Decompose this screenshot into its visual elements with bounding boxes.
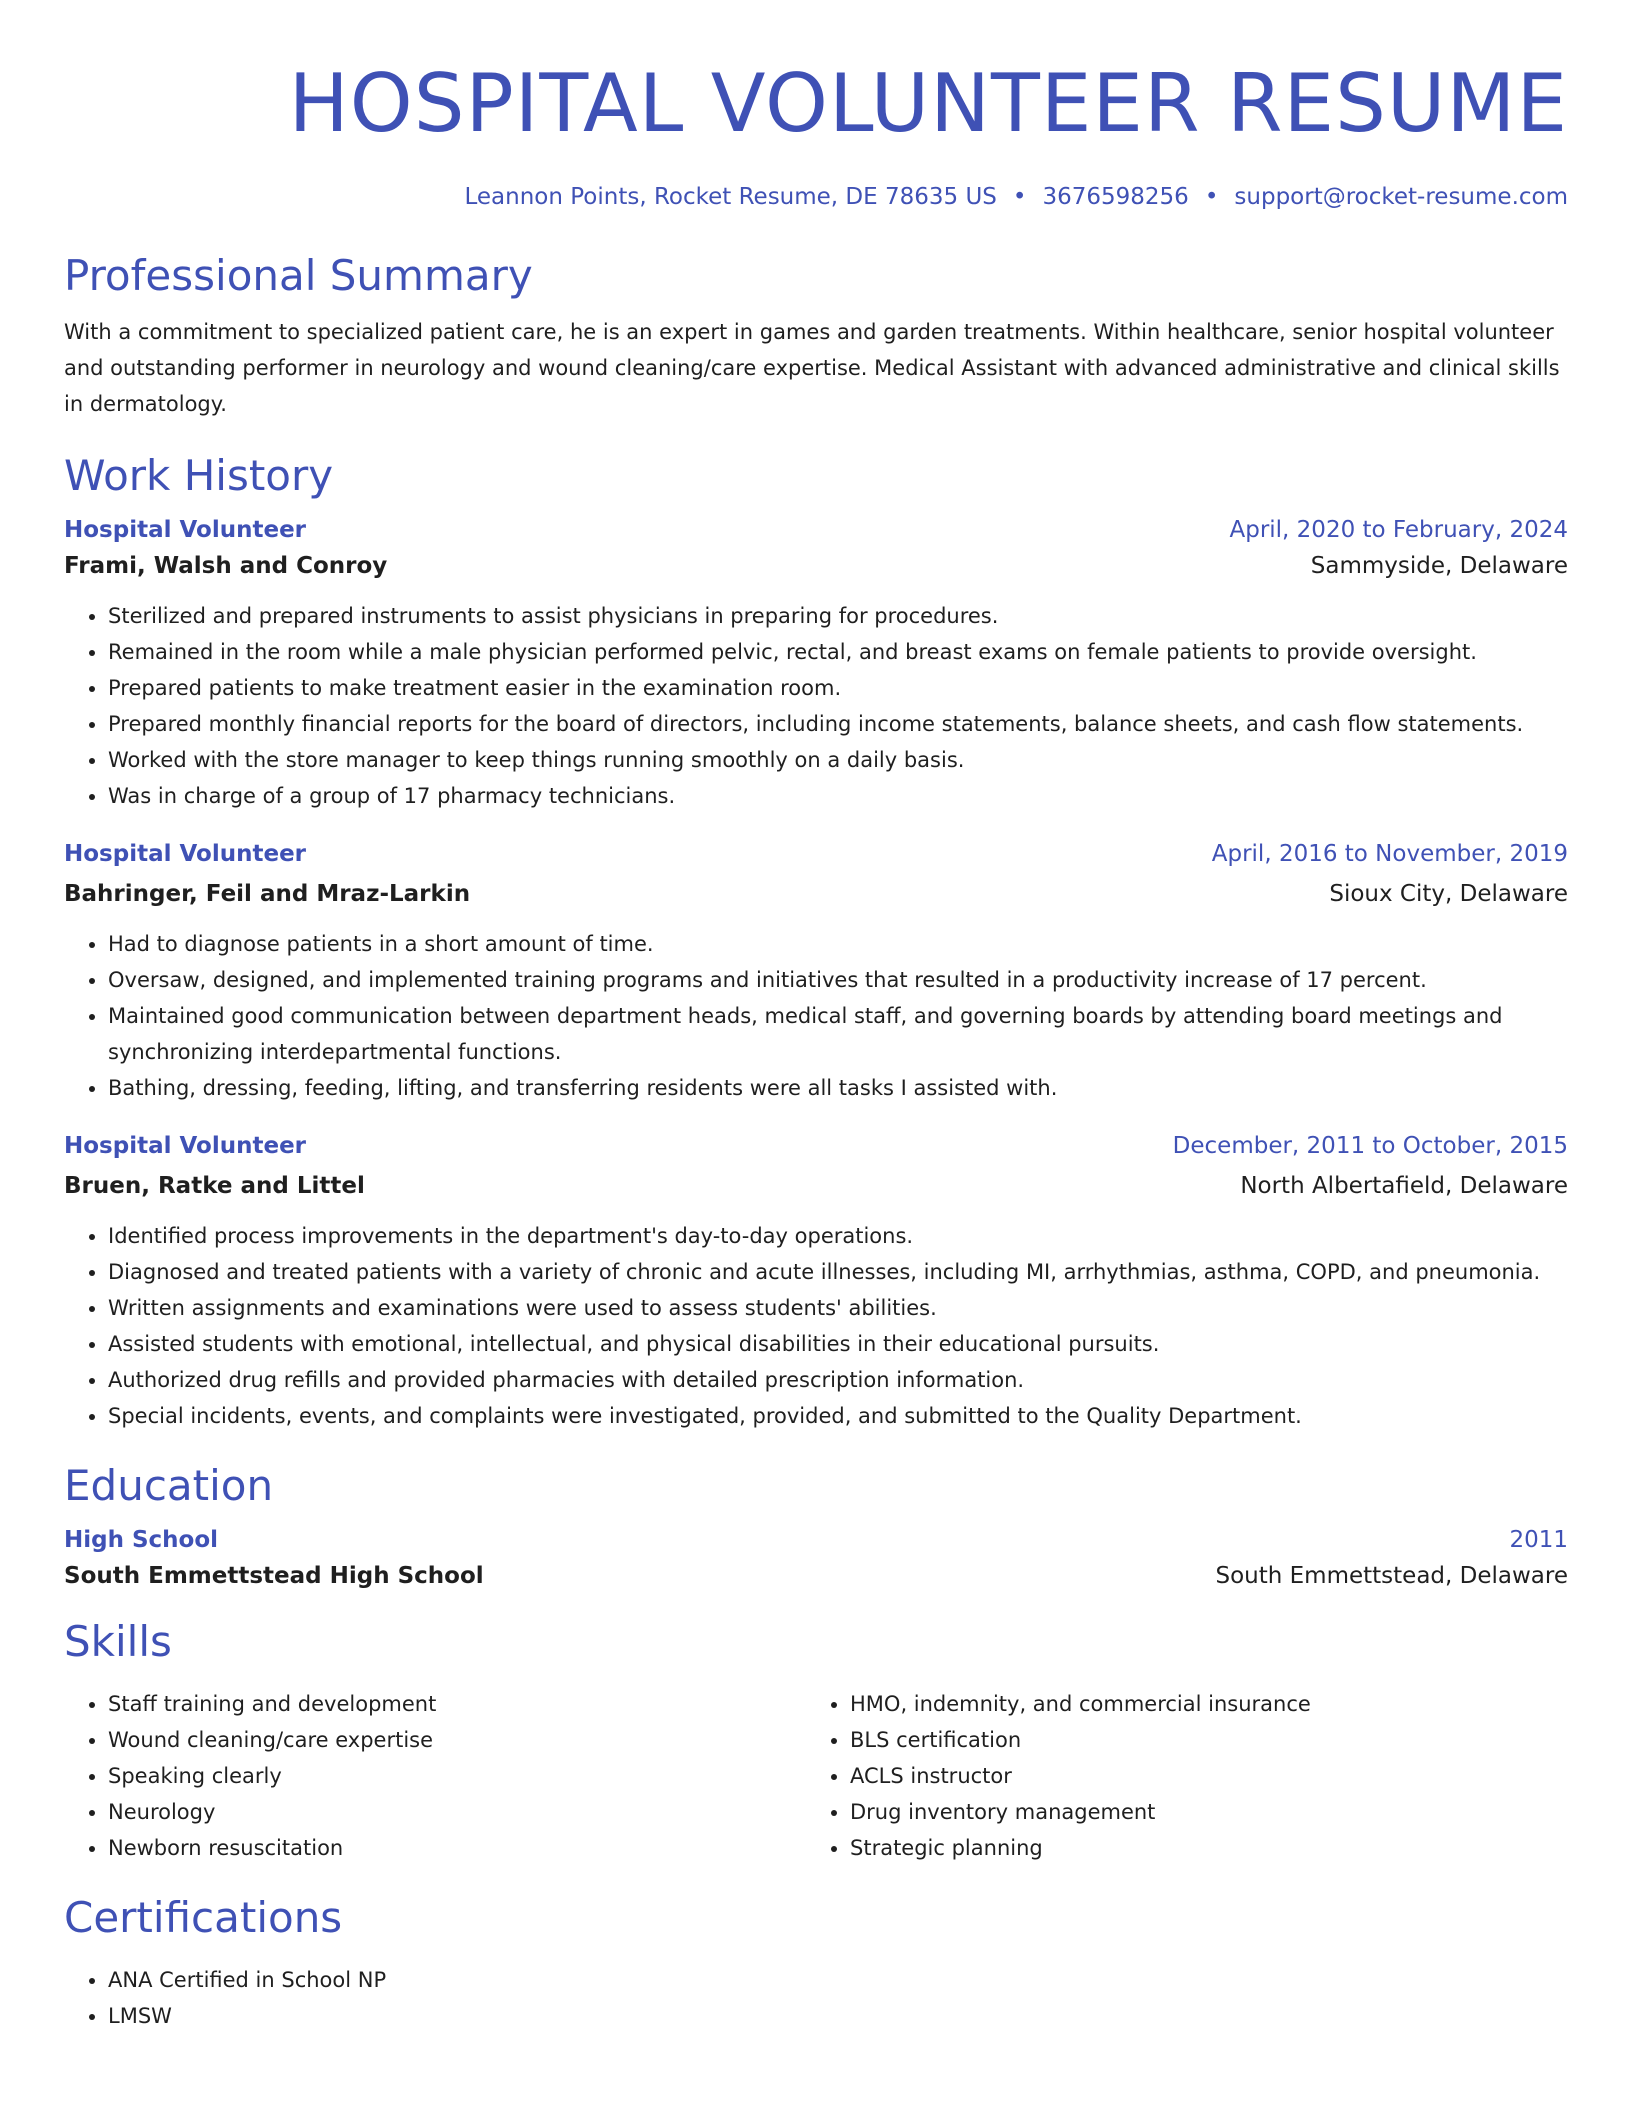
summary-heading: Professional Summary [64, 251, 533, 300]
work-history-section [64, 450, 1568, 1434]
summary-section [64, 250, 1568, 422]
skills-heading: Skills [64, 1617, 172, 1666]
contact-line [64, 182, 1568, 212]
list-item: • Written assignments and examinations were used to assess students' abilities. [108, 1290, 1568, 1326]
skills-grid [64, 1686, 1568, 1866]
list-item: • Authorized drug refills and provided pharmacies with detailed prescription information. [108, 1362, 1568, 1398]
list-item: • Prepared monthly financial reports for the board of directors, including income statements, balance sheets, and cash flow statements. [108, 706, 1568, 742]
education-school-row [64, 1558, 1568, 1594]
certifications-section [64, 1892, 1568, 2034]
job-dates: April, 2020 to February, 2024 [1229, 517, 1568, 543]
list-item: • ACLS instructor [850, 1758, 1548, 1794]
list-item: • Assisted students with emotional, intellectual, and physical disabilities in their educational pursuits. [108, 1326, 1568, 1362]
list-item: • Remained in the room while a male physician performed pelvic, rectal, and breast exams on female patients to provide oversight. [108, 634, 1568, 670]
job-title-row [64, 1128, 1568, 1164]
job-role: Hospital Volunteer [64, 841, 307, 867]
job-bullets [64, 926, 1568, 1106]
contact-email[interactable]: support@rocket-resume.com [1234, 184, 1568, 210]
list-item: • ANA Certified in School NP [108, 1962, 1568, 1998]
job-company: Frami, Walsh and Conroy [64, 553, 388, 579]
list-item: • HMO, indemnity, and commercial insurance [850, 1686, 1548, 1722]
contact-separator: • [1204, 184, 1219, 210]
job-entry [64, 836, 1568, 1106]
list-item: • Had to diagnose patients in a short amount of time. [108, 926, 1568, 962]
job-role: Hospital Volunteer [64, 1133, 307, 1159]
education-year: 2011 [1509, 1527, 1568, 1553]
resume-page [64, 0, 1568, 2034]
job-bullets [64, 598, 1568, 814]
work-history-heading: Work History [64, 451, 334, 500]
certifications-list [64, 1962, 1568, 2034]
skills-column-left [64, 1686, 806, 1866]
education-degree: High School [64, 1527, 219, 1553]
job-title-row [64, 512, 1568, 548]
list-item: • Was in charge of a group of 17 pharmacy technicians. [108, 778, 1568, 814]
list-item: • Oversaw, designed, and implemented training programs and initiatives that resulted in a productivity increase of 17 percent. [108, 962, 1568, 998]
resume-title: HOSPITAL VOLUNTEER RESUME [288, 57, 1568, 150]
list-item: • Identified process improvements in the department's day-to-day operations. [108, 1218, 1568, 1254]
list-item: • Maintained good communication between department heads, medical staff, and governing boards by attending board meetings and synchronizing interdepartmental functions. [108, 998, 1568, 1070]
job-role: Hospital Volunteer [64, 517, 307, 543]
education-degree-row [64, 1522, 1568, 1558]
job-dates: December, 2011 to October, 2015 [1172, 1133, 1568, 1159]
job-company-row [64, 548, 1568, 584]
job-entry [64, 1128, 1568, 1434]
education-location: South Emmettstead, Delaware [1215, 1563, 1568, 1589]
summary-text: With a commitment to specialized patient care, he is an expert in games and garden treatments. Within healthcare, senior hospital volunteer and outstanding performer in neurology and wound cleaning/care expertise. Medical Assistant with advanced administrative and clinical skills in dermatology. [64, 320, 1560, 416]
job-title-row [64, 836, 1568, 872]
list-item: • Diagnosed and treated patients with a variety of chronic and acute illnesses, including MI, arrhythmias, asthma, COPD, and pneumonia. [108, 1254, 1568, 1290]
list-item: • Worked with the store manager to keep things running smoothly on a daily basis. [108, 742, 1568, 778]
list-item: • Wound cleaning/care expertise [108, 1722, 806, 1758]
list-item: • Staff training and development [108, 1686, 806, 1722]
contact-separator: • [1012, 184, 1027, 210]
skills-list [806, 1686, 1548, 1866]
list-item: • Sterilized and prepared instruments to assist physicians in preparing for procedures. [108, 598, 1568, 634]
list-item: • LMSW [108, 1998, 1568, 2034]
skills-column-right [806, 1686, 1548, 1866]
job-bullets [64, 1218, 1568, 1434]
list-item: • BLS certification [850, 1722, 1548, 1758]
job-company-row [64, 1168, 1568, 1204]
job-location: Sammyside, Delaware [1310, 553, 1568, 579]
job-dates: April, 2016 to November, 2019 [1211, 841, 1568, 867]
job-location: North Albertafield, Delaware [1240, 1173, 1568, 1199]
education-section [64, 1460, 1568, 1594]
job-location: Sioux City, Delaware [1329, 881, 1568, 907]
skills-section [64, 1616, 1568, 1866]
job-company: Bruen, Ratke and Littel [64, 1173, 365, 1199]
contact-phone: 3676598256 [1042, 184, 1189, 210]
resume-header [64, 0, 1568, 212]
list-item: • Drug inventory management [850, 1794, 1548, 1830]
certifications-heading: Certifications [64, 1893, 343, 1942]
education-heading: Education [64, 1461, 274, 1510]
list-item: • Neurology [108, 1794, 806, 1830]
job-entry [64, 512, 1568, 814]
skills-list [64, 1686, 806, 1866]
list-item: • Strategic planning [850, 1830, 1548, 1866]
education-school: South Emmettstead High School [64, 1563, 484, 1589]
contact-address: Leannon Points, Rocket Resume, DE 78635 US [464, 184, 997, 210]
list-item: • Prepared patients to make treatment easier in the examination room. [108, 670, 1568, 706]
list-item: • Newborn resuscitation [108, 1830, 806, 1866]
job-company: Bahringer, Feil and Mraz-Larkin [64, 881, 471, 907]
list-item: • Special incidents, events, and complaints were investigated, provided, and submitted to the Quality Department. [108, 1398, 1568, 1434]
list-item: • Bathing, dressing, feeding, lifting, and transferring residents were all tasks I assisted with. [108, 1070, 1568, 1106]
list-item: • Speaking clearly [108, 1758, 806, 1794]
job-company-row [64, 876, 1568, 912]
